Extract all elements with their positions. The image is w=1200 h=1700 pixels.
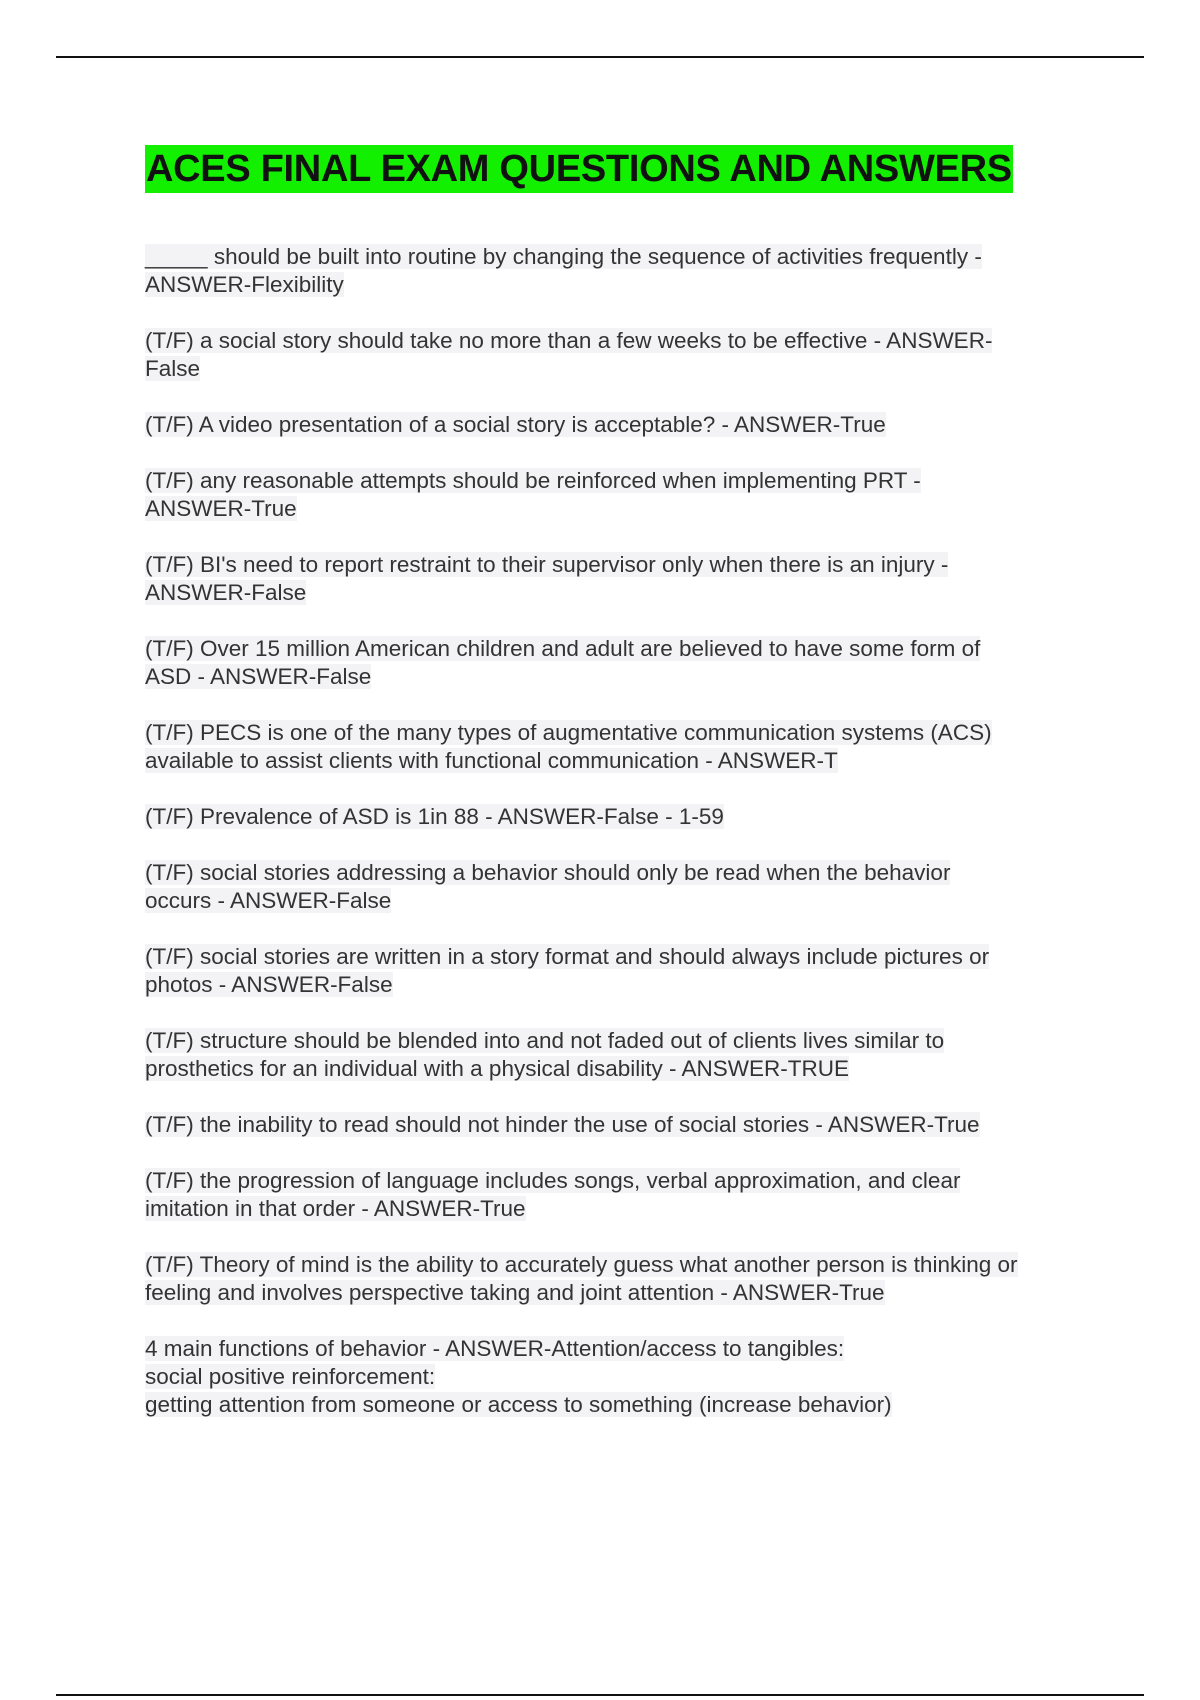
qa-item — [145, 243, 1085, 299]
qa-item — [145, 551, 1085, 607]
qa-item — [145, 943, 1085, 999]
document-title: ACES FINAL EXAM QUESTIONS AND ANSWERS — [145, 145, 1013, 193]
qa-text: (T/F) A video presentation of a social story is acceptable? - ANSWER-True — [145, 412, 886, 437]
qa-item — [145, 635, 1085, 691]
qa-item — [145, 411, 1085, 439]
qa-text: (T/F) Prevalence of ASD is 1in 88 - ANSWER-False - 1-59 — [145, 804, 724, 829]
qa-item — [145, 327, 1085, 383]
qa-list — [145, 243, 1085, 1419]
qa-text: (T/F) Theory of mind is the ability to accurately guess what another person is thinking or feeling and involves perspective taking and joint attention - ANSWER-True — [145, 1252, 1018, 1305]
qa-item — [145, 1111, 1085, 1139]
qa-item — [145, 1335, 1085, 1419]
document-body — [145, 145, 1085, 1447]
qa-item — [145, 1027, 1085, 1083]
qa-text: 4 main functions of behavior - ANSWER-Attention/access to tangibles: social positive reinforcement: getting attention from someone or access to something (increase behavior) — [145, 1336, 892, 1417]
qa-item — [145, 467, 1085, 523]
bottom-rule — [56, 1694, 1144, 1696]
qa-item — [145, 719, 1085, 775]
qa-text: (T/F) a social story should take no more than a few weeks to be effective - ANSWER- False — [145, 328, 993, 381]
qa-text: (T/F) structure should be blended into and not faded out of clients lives similar to prosthetics for an individual with a physical disability - ANSWER-TRUE — [145, 1028, 945, 1081]
qa-text: (T/F) PECS is one of the many types of augmentative communication systems (ACS) available to assist clients with functional communication - ANSWER-T — [145, 720, 992, 773]
qa-item — [145, 1167, 1085, 1223]
qa-text: (T/F) BI's need to report restraint to their supervisor only when there is an injury - ANSWER-False — [145, 552, 949, 605]
qa-text: _____ should be built into routine by changing the sequence of activities frequently - ANSWER-Flexibility — [145, 244, 982, 297]
qa-item — [145, 859, 1085, 915]
top-rule — [56, 56, 1144, 58]
qa-text: (T/F) Over 15 million American children and adult are believed to have some form of ASD - ANSWER-False — [145, 636, 981, 689]
qa-item — [145, 1251, 1085, 1307]
qa-text: (T/F) social stories are written in a story format and should always include pictures or photos - ANSWER-False — [145, 944, 990, 997]
qa-text: (T/F) any reasonable attempts should be reinforced when implementing PRT - ANSWER-True — [145, 468, 921, 521]
qa-text: (T/F) social stories addressing a behavior should only be read when the behavior occurs - ANSWER-False — [145, 860, 951, 913]
qa-text: (T/F) the inability to read should not hinder the use of social stories - ANSWER-True — [145, 1112, 980, 1137]
qa-item — [145, 803, 1085, 831]
qa-text: (T/F) the progression of language includes songs, verbal approximation, and clear imitation in that order - ANSWER-True — [145, 1168, 961, 1221]
